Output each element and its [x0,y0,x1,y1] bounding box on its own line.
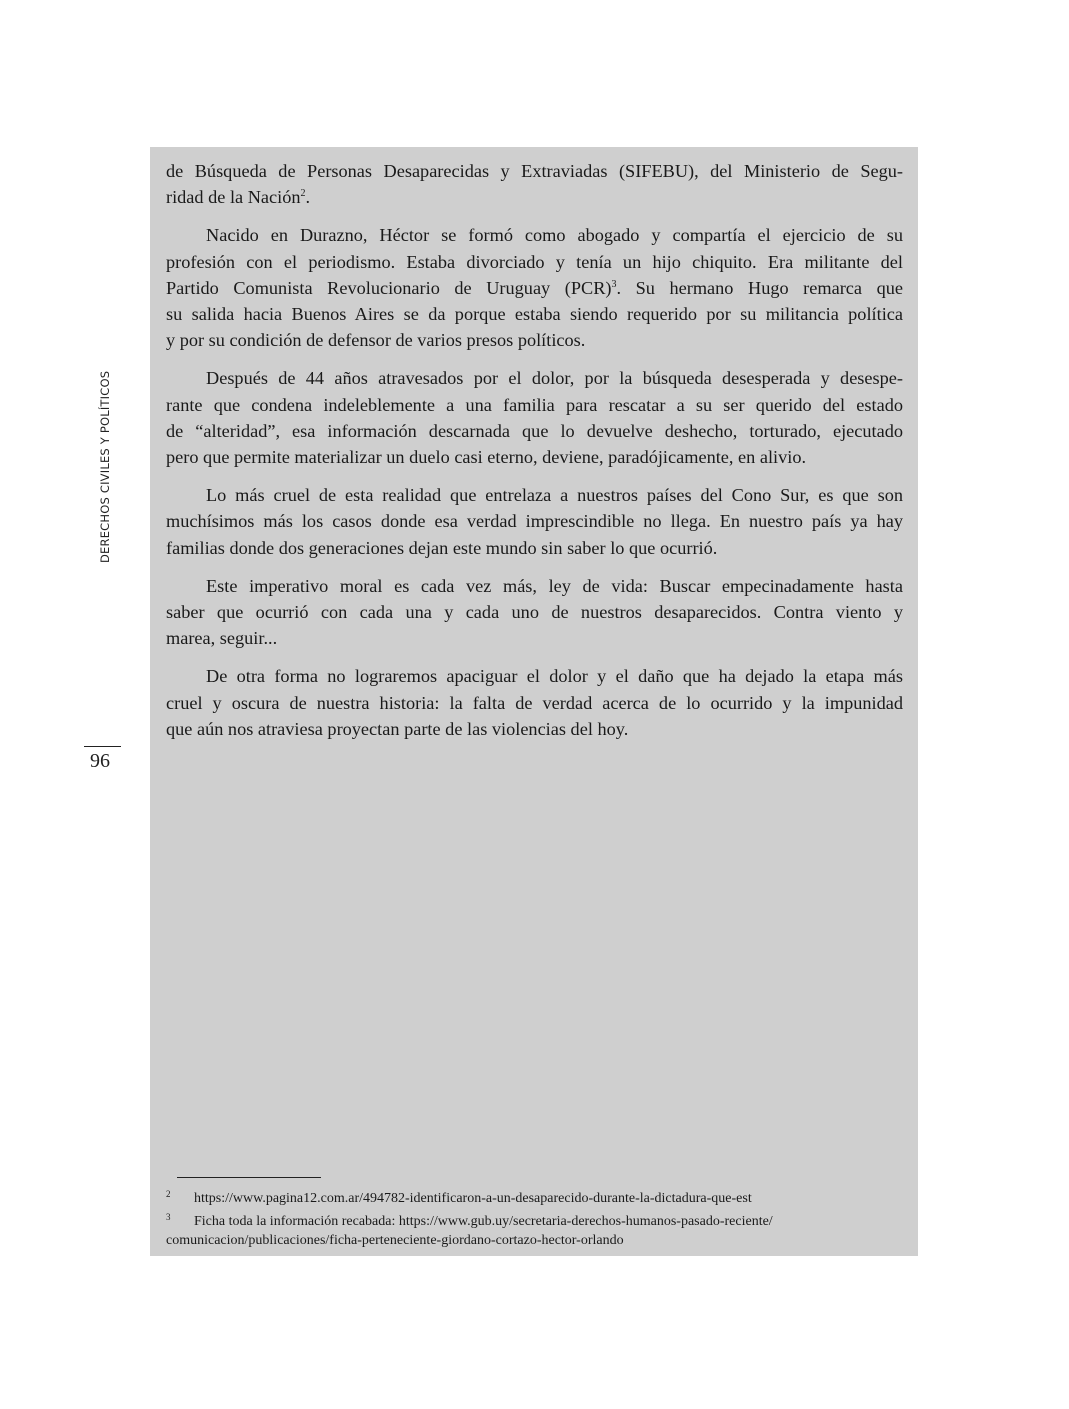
line-text: de Búsqueda de Personas Desaparecidas y Extraviadas (SIFEBU), del Ministerio de Segu- [166,161,903,181]
line-text-after: . Su hermano Hugo remarca que [616,277,903,298]
text-line [166,249,903,275]
line-text: y por su condición de defensor de varios presos políticos. [166,330,586,351]
body-text [166,158,903,754]
footnote-text: https://www.pagina12.com.ar/494782-identificaron-a-un-desaparecido-durante-la-dictadura-que-est [194,1191,752,1206]
footnote-number: 3 [166,1212,171,1222]
text-line [166,222,903,248]
footnote-line [166,1208,903,1231]
footnote-number: 2 [166,1189,171,1199]
section-side-label: DERECHOS CIVILES Y POLÍTICOS [98,370,112,563]
text-line [166,663,903,689]
line-text: de “alteridad”, esa información descarnada que lo devuelve deshecho, torturado, ejecutado [166,420,903,441]
text-line [166,365,903,391]
line-text-after: . [305,187,311,208]
text-line [166,690,903,716]
line-text: pero que permite materializar un duelo casi eterno, deviene, paradójicamente, en alivio. [166,447,807,468]
line-text: Después de 44 años atravesados por el dolor, por la búsqueda desesperada y desespe- [206,368,903,389]
line-text: De otra forma no lograremos apaciguar el dolor y el daño que ha dejado la etapa más [206,666,903,687]
paragraph [166,573,903,652]
page-number: 96 [90,750,110,772]
text-line [166,158,903,184]
footnote-ref: 2 [300,188,306,200]
text-line [166,392,903,418]
text-line [166,444,903,470]
paragraph [166,482,903,561]
line-text: Nacido en Durazno, Héctor se formó como abogado y compartía el ejercicio de su [206,225,903,246]
text-line [166,301,903,327]
text-line [166,327,903,353]
text-line [166,625,903,651]
text-line [166,599,903,625]
footnotes [166,1185,903,1250]
line-text: muchísimos más los casos donde esa verdad imprescindible no llega. En nuestro país ya hay [166,511,903,532]
paragraph [166,663,903,742]
footnote-text: Ficha toda la información recabada: https://www.gub.uy/secretaria-derechos-humanos-pasado-reciente/ [194,1214,773,1229]
text-line [166,716,903,742]
line-text: su salida hacia Buenos Aires se da porque estaba siendo requerido por su militancia política [166,304,903,325]
text-line [166,418,903,444]
paragraph [166,365,903,470]
line-text: Lo más cruel de esta realidad que entrelaza a nuestros países del Cono Sur, es que son [206,485,903,506]
paragraph [166,222,903,353]
text-line [166,573,903,599]
text-line [166,508,903,534]
text-line [166,184,903,210]
text-line [166,275,903,301]
line-text: profesión con el periodismo. Estaba divorciado y tenía un hijo chiquito. Era militante del [166,251,903,272]
line-text: familias donde dos generaciones dejan este mundo sin saber lo que ocurrió. [166,537,718,558]
footnote-ref: 3 [611,278,617,290]
line-text: que aún nos atraviesa proyectan parte de las violencias del hoy. [166,718,629,739]
footnote-line [166,1185,903,1208]
footnote-line [166,1231,903,1250]
line-text: Este imperativo moral es cada vez más, ley de vida: Buscar empecinadamente hasta [206,575,903,596]
line-text: cruel y oscura de nuestra historia: la falta de verdad acerca de lo ocurrido y la impunidad [166,692,903,713]
line-text: ridad de la Nación [166,187,301,208]
text-line [166,482,903,508]
footnote-rule [177,1177,321,1178]
line-text: rante que condena indeleblemente a una familia para rescatar a su ser querido del estado [166,394,903,415]
page-number-rule [84,746,121,747]
footnote-text: comunicacion/publicaciones/ficha-perteneciente-giordano-cortazo-hector-orlando [166,1233,624,1248]
line-text: saber que ocurrió con cada una y cada uno de nuestros desaparecidos. Contra viento y [166,602,903,623]
line-text: marea, seguir... [166,628,278,649]
text-line [166,535,903,561]
paragraph [166,158,903,210]
line-text: Partido Comunista Revolucionario de Uruguay (PCR) [166,277,612,298]
